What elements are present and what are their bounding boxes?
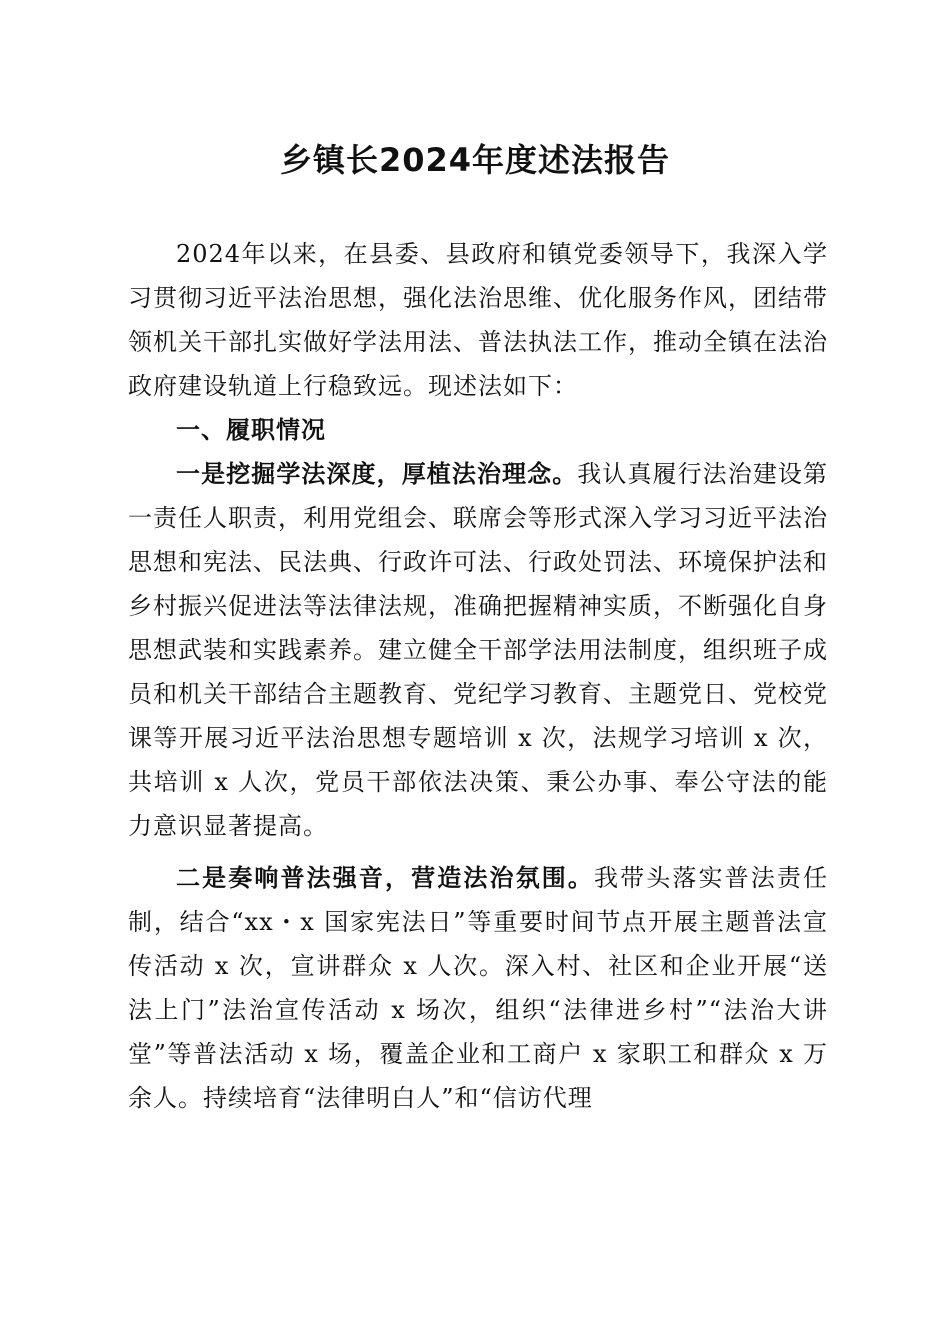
paragraph-legal-publicity [128, 856, 828, 1120]
paragraph-lead-study-law: 一是挖掘学法深度，厚植法治理念。 [176, 460, 578, 488]
paragraph-body-legal-publicity: 我带头落实普法责任制，结合“xx・x 国家宪法日”等重要时间节点开展主题普法宣传活动 x 次，宣讲群众 x 人次。深入村、社区和企业开展“送法上门”法治宣传活动 x 场次，组织“法律进乡村”“法治大讲堂”等普法活动 x 场，覆盖企业和工商户 x 家职工和群众 x 万余人。持续培育“法律明白人”和“信访代理 [128, 864, 828, 1112]
document-title: 乡镇长2024年度述法报告 [279, 141, 671, 179]
section-heading-duty-performance: 一、履职情况 [176, 416, 326, 444]
paragraph-study-law [128, 452, 828, 848]
document-body [128, 232, 828, 1120]
paragraph-spacer [128, 848, 828, 856]
intro-paragraph: 2024年以来，在县委、县政府和镇党委领导下，我深入学习贯彻习近平法治思想，强化法治思维、优化服务作风，团结带领机关干部扎实做好学法用法、普法执法工作，推动全镇在法治政府建设轨道上行稳致远。现述法如下： [128, 240, 828, 400]
paragraph-body-study-law: 我认真履行法治建设第一责任人职责，利用党组会、联席会等形式深入学习习近平法治思想和宪法、民法典、行政许可法、行政处罚法、环境保护法和乡村振兴促进法等法律法规，准确把握精神实质，不断强化自身思想武装和实践素养。建立健全干部学法用法制度，组织班子成员和机关干部结合主题教育、党纪学习教育、主题党日、党校党课等开展习近平法治思想专题培训 x 次，法规学习培训 x 次，共培训 x 人次，党员干部依法决策、秉公办事、奉公守法的能力意识显著提高。 [128, 460, 829, 840]
paragraph-lead-legal-publicity: 二是奏响普法强音，营造法治氛围。 [176, 864, 594, 892]
